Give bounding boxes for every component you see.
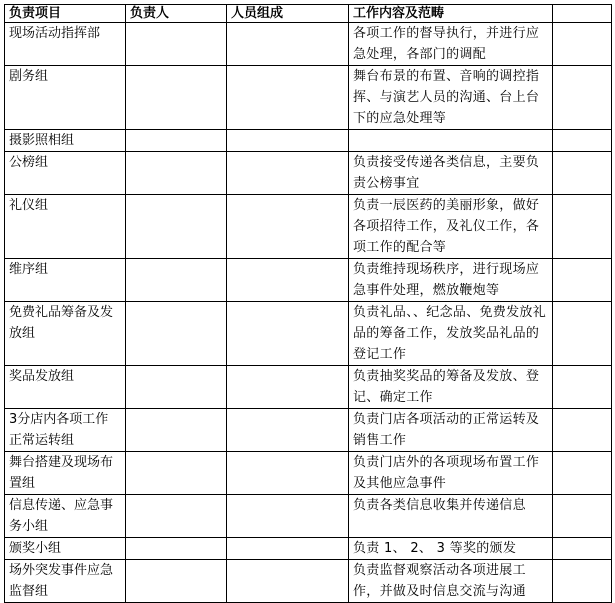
extra-cell (553, 409, 612, 452)
lead-cell (126, 409, 227, 452)
extra-cell (553, 66, 612, 130)
item-cell: 信息传递、应急事务小组 (5, 495, 126, 538)
extra-cell (553, 152, 612, 195)
table-row (5, 23, 612, 66)
members-cell (227, 195, 349, 259)
item-cell: 公榜组 (5, 152, 126, 195)
table-row (5, 66, 612, 130)
extra-cell (553, 23, 612, 66)
header-members: 人员组成 (227, 5, 349, 23)
members-cell (227, 538, 349, 560)
lead-cell (126, 495, 227, 538)
members-cell (227, 152, 349, 195)
table-row (5, 152, 612, 195)
item-cell: 奖品发放组 (5, 366, 126, 409)
scope-cell: 负责 1、 2、 3 等奖的颁发 (349, 538, 553, 560)
extra-cell (553, 130, 612, 152)
lead-cell (126, 152, 227, 195)
item-cell: 维序组 (5, 259, 126, 302)
extra-cell (553, 259, 612, 302)
lead-cell (126, 195, 227, 259)
scope-cell: 负责一辰医药的美丽形象，做好各项招待工作，及礼仪工作，各项工作的配合等 (349, 195, 553, 259)
lead-cell (126, 23, 227, 66)
lead-cell (126, 560, 227, 603)
lead-cell (126, 302, 227, 366)
table-row (5, 538, 612, 560)
scope-cell: 各项工作的督导执行，并进行应急处理，各部门的调配 (349, 23, 553, 66)
members-cell (227, 495, 349, 538)
header-lead: 负责人 (126, 5, 227, 23)
scope-cell: 负责门店各项活动的正常运转及销售工作 (349, 409, 553, 452)
table-row (5, 409, 612, 452)
table-row (5, 560, 612, 603)
scope-cell: 负责礼品、、纪念品、免费发放礼品的筹备工作，发放奖品礼品的登记工作 (349, 302, 553, 366)
lead-cell (126, 259, 227, 302)
scope-cell: 舞台布景的布置、音响的调控指挥、与演艺人员的沟通、台上台下的应急处理等 (349, 66, 553, 130)
lead-cell (126, 538, 227, 560)
members-cell (227, 66, 349, 130)
extra-cell (553, 538, 612, 560)
scope-cell: 负责接受传递各类信息，主要负责公榜事宜 (349, 152, 553, 195)
item-cell: 现场活动指挥部 (5, 23, 126, 66)
lead-cell (126, 366, 227, 409)
scope-cell: 负责监督观察活动各项进展工作，并做及时信息交流与沟通 (349, 560, 553, 603)
item-cell: 舞台搭建及现场布置组 (5, 452, 126, 495)
table-row (5, 452, 612, 495)
table-row (5, 366, 612, 409)
lead-cell (126, 130, 227, 152)
item-cell: 免费礼品筹备及发放组 (5, 302, 126, 366)
table-row (5, 302, 612, 366)
header-item: 负责项目 (5, 5, 126, 23)
item-cell: 摄影照相组 (5, 130, 126, 152)
members-cell (227, 366, 349, 409)
members-cell (227, 409, 349, 452)
members-cell (227, 130, 349, 152)
item-cell: 礼仪组 (5, 195, 126, 259)
members-cell (227, 302, 349, 366)
item-cell: 剧务组 (5, 66, 126, 130)
extra-cell (553, 495, 612, 538)
item-cell: 颁奖小组 (5, 538, 126, 560)
header-extra (553, 5, 612, 23)
item-cell: 场外突发事件应急监督组 (5, 560, 126, 603)
scope-cell: 负责抽奖奖品的筹备及发放、登记、确定工作 (349, 366, 553, 409)
responsibility-table (4, 4, 612, 603)
extra-cell (553, 560, 612, 603)
header-scope: 工作内容及范畴 (349, 5, 553, 23)
header-row (5, 5, 612, 23)
extra-cell (553, 452, 612, 495)
members-cell (227, 452, 349, 495)
scope-cell: 负责各类信息收集并传递信息 (349, 495, 553, 538)
lead-cell (126, 66, 227, 130)
members-cell (227, 560, 349, 603)
lead-cell (126, 452, 227, 495)
table-row (5, 195, 612, 259)
scope-cell: 负责门店外的各项现场布置工作及其他应急事件 (349, 452, 553, 495)
item-cell: 3分店内各项工作正常运转组 (5, 409, 126, 452)
extra-cell (553, 195, 612, 259)
scope-cell (349, 130, 553, 152)
table-row (5, 495, 612, 538)
table-row (5, 130, 612, 152)
extra-cell (553, 302, 612, 366)
members-cell (227, 259, 349, 302)
table-row (5, 259, 612, 302)
extra-cell (553, 366, 612, 409)
members-cell (227, 23, 349, 66)
scope-cell: 负责维持现场秩序，进行现场应急事件处理，燃放鞭炮等 (349, 259, 553, 302)
